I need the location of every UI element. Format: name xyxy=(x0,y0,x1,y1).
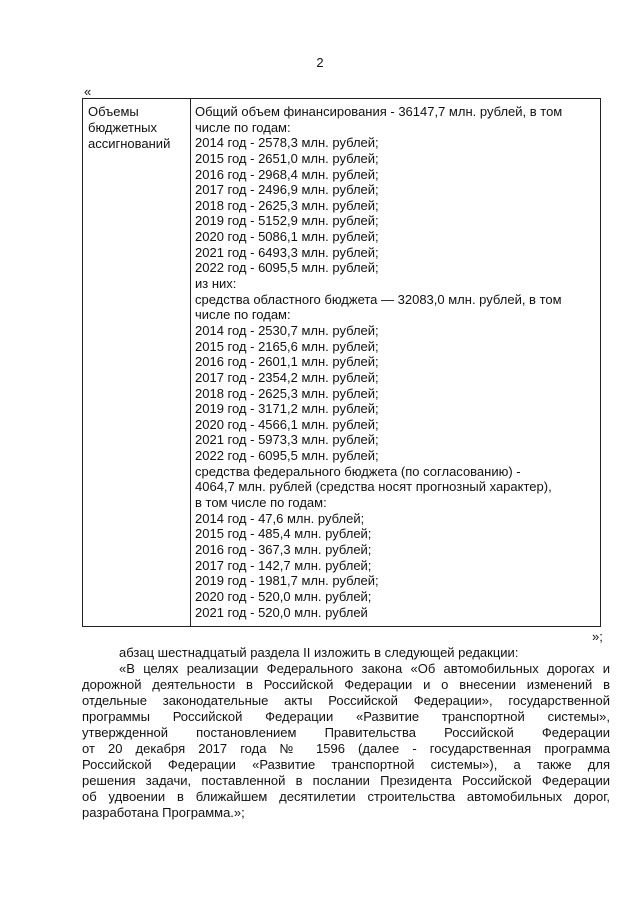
paragraph-line: отдельные законодательные акты Российской Федерации», государственной xyxy=(82,693,610,708)
table-content-line: 4064,7 млн. рублей (средства носят прогнозный характер), xyxy=(195,479,552,495)
table-content-line: 2016 год - 2968,4 млн. рублей; xyxy=(195,166,379,182)
table-label-cell xyxy=(88,104,188,152)
amendment-paragraph xyxy=(82,661,610,821)
table-content-line: 2014 год - 47,6 млн. рублей; xyxy=(195,510,365,526)
table-content-cell xyxy=(195,104,595,620)
paragraph-line: «В целях реализации Федерального закона «Об автомобильных дорогах и xyxy=(119,661,610,676)
table-content-line: 2014 год - 2530,7 млн. рублей; xyxy=(195,322,379,338)
table-content-line: 2020 год - 520,0 млн. рублей; xyxy=(195,588,372,604)
table-content-line: числе по годам: xyxy=(195,307,291,323)
table-content-line: 2018 год - 2625,3 млн. рублей; xyxy=(195,197,379,213)
paragraph-line: об удвоении в ближайшем десятилетии строительства автомобильных дорог, xyxy=(82,789,610,804)
table-content-line: 2015 год - 485,4 млн. рублей; xyxy=(195,526,372,542)
paragraph-line: решения задачи, поставленной в послании Президента Российской Федерации xyxy=(82,773,610,788)
table-content-line: 2022 год - 6095,5 млн. рублей; xyxy=(195,260,379,276)
paragraph-line: разработана Программа.»; xyxy=(82,805,245,820)
amendment-text xyxy=(82,645,610,821)
table-content-line: 2022 год - 6095,5 млн. рублей; xyxy=(195,448,379,464)
paragraph-line: утвержденной постановлением Правительства Российской Федерации xyxy=(82,725,610,740)
paragraph-line: дорожной деятельности в Российской Федерации и о внесении изменений в xyxy=(82,677,610,692)
paragraph-line: программы Российской Федерации «Развитие транспортной системы», xyxy=(82,709,610,724)
opening-quote-mark: « xyxy=(84,84,92,99)
table-content-line: 2015 год - 2651,0 млн. рублей; xyxy=(195,150,379,166)
table-content-line: 2019 год - 1981,7 млн. рублей; xyxy=(195,573,379,589)
table-content-line: в том числе по годам: xyxy=(195,495,327,511)
table-content-line: 2016 год - 367,3 млн. рублей; xyxy=(195,541,372,557)
table-content-line: Общий объем финансирования - 36147,7 млн. рублей, в том xyxy=(195,104,563,119)
table-content-line: 2017 год - 2496,9 млн. рублей; xyxy=(195,182,379,198)
table-content-line: 2018 год - 2625,3 млн. рублей; xyxy=(195,385,379,401)
table-content-line: 2017 год - 2354,2 млн. рублей; xyxy=(195,369,379,385)
table-content-line: 2020 год - 5086,1 млн. рублей; xyxy=(195,229,379,245)
table-content-line: из них: xyxy=(195,276,237,292)
table-content-line: 2021 год - 520,0 млн. рублей xyxy=(195,604,368,620)
table-content-line: 2015 год - 2165,6 млн. рублей; xyxy=(195,338,379,354)
table-content-line: средства федерального бюджета (по согласованию) - xyxy=(195,463,521,479)
table-column-divider xyxy=(190,99,191,626)
table-content-line: 2021 год - 5973,3 млн. рублей; xyxy=(195,432,379,448)
paragraph-line: Российской Федерации «Развитие транспортной системы»), а также для xyxy=(82,757,610,772)
page-number: 2 xyxy=(316,55,324,70)
table-content-line: средства областного бюджета — 32083,0 млн. рублей, в том xyxy=(195,291,562,307)
budget-allocations-table xyxy=(82,98,601,627)
instruction-line: абзац шестнадцатый раздела II изложить в следующей редакции: xyxy=(119,645,519,660)
table-label-line: ассигнований xyxy=(88,136,171,151)
closing-quote-mark: »; xyxy=(592,629,603,644)
table-label-line: Объемы xyxy=(88,104,139,119)
table-label-line: бюджетных xyxy=(88,120,157,135)
table-content-line: 2019 год - 5152,9 млн. рублей; xyxy=(195,213,379,229)
table-content-line: 2017 год - 142,7 млн. рублей; xyxy=(195,557,372,573)
table-content-line: 2014 год - 2578,3 млн. рублей; xyxy=(195,135,379,151)
table-content-line: 2019 год - 3171,2 млн. рублей; xyxy=(195,401,379,417)
table-content-line: 2016 год - 2601,1 млн. рублей; xyxy=(195,354,379,370)
table-content-line: 2020 год - 4566,1 млн. рублей; xyxy=(195,416,379,432)
table-content-line: числе по годам: xyxy=(195,119,291,135)
table-content-line: 2021 год - 6493,3 млн. рублей; xyxy=(195,244,379,260)
paragraph-line: от 20 декабря 2017 года № 1596 (далее - государственная программа xyxy=(82,741,610,756)
